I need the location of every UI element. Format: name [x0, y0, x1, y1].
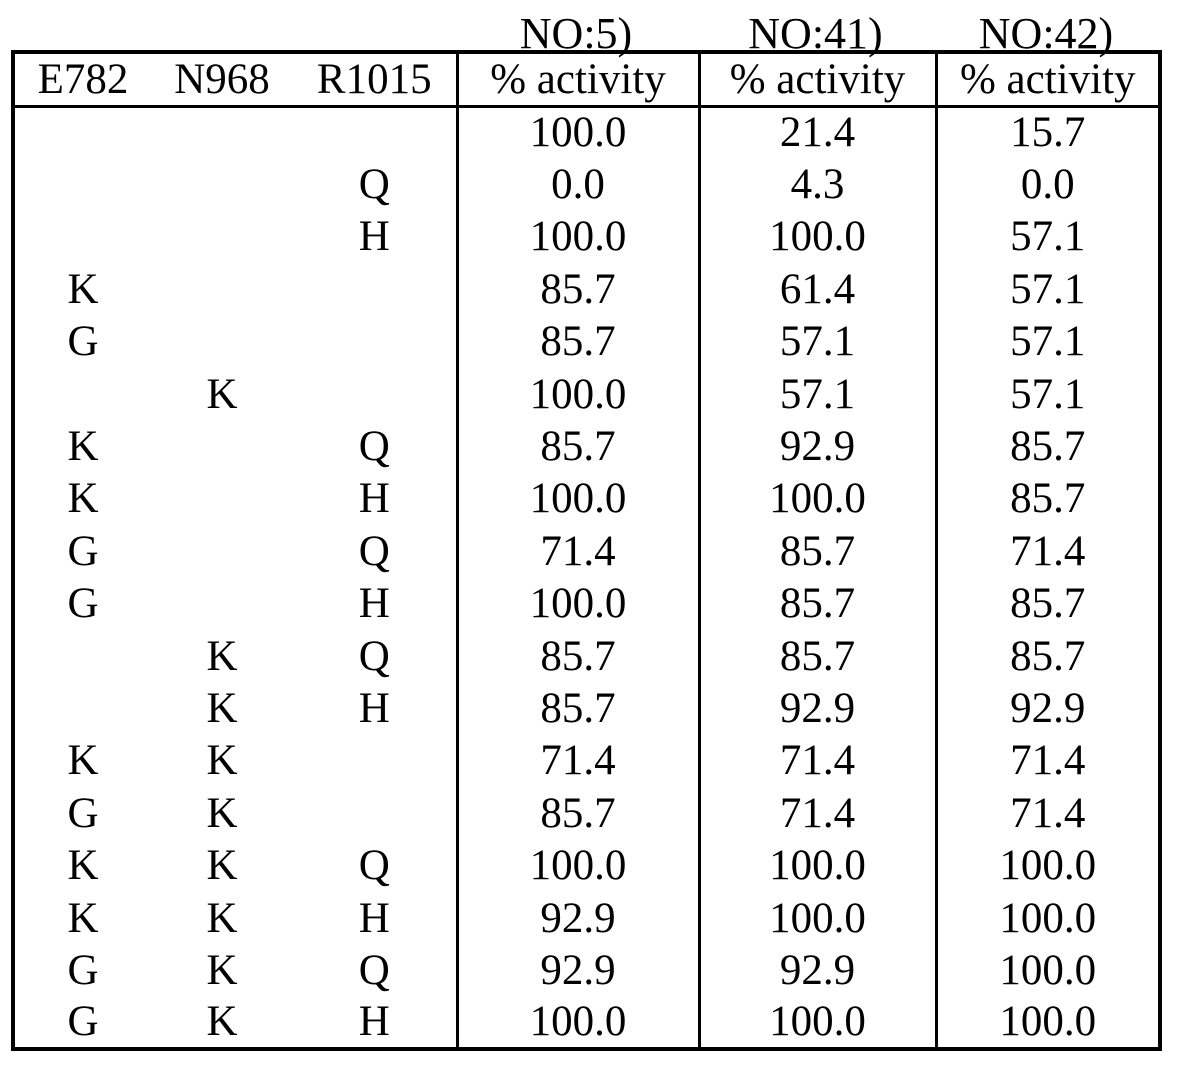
- cell-n968: K: [206, 998, 238, 1046]
- cell-activity-no41: 100.0: [699, 892, 936, 944]
- cell-r1015: Q: [358, 527, 390, 575]
- cell-n968: K: [206, 894, 238, 942]
- cell-activity-no42: 15.7: [936, 106, 1160, 158]
- cell-activity-no42: 0.0: [936, 158, 1160, 210]
- cell-n968: K: [206, 842, 238, 890]
- cell-e782: K: [67, 894, 99, 942]
- cell-r1015: [293, 787, 457, 839]
- cell-activity-no5: 92.9: [457, 892, 699, 944]
- cell-activity-no42: 57.1: [936, 368, 1160, 420]
- cell-n968: K: [206, 632, 238, 680]
- cell-activity-no42: 71.4: [936, 525, 1160, 577]
- cell-activity-no41: 100.0: [699, 473, 936, 525]
- cell-activity-no41: 85.7: [699, 525, 936, 577]
- cell-activity-no5: 100.0: [457, 839, 699, 891]
- cell-e782: [13, 630, 151, 682]
- cell-n968: [151, 211, 293, 263]
- cell-activity-no5: 85.7: [457, 316, 699, 368]
- cell-n968: [151, 473, 293, 525]
- cell-activity-no42: 100.0: [936, 997, 1160, 1049]
- cell-activity-no5: 100.0: [457, 368, 699, 420]
- cell-activity-no5: 85.7: [457, 630, 699, 682]
- column-header-activity-no5: % activity: [457, 52, 699, 106]
- cell-activity-no42: 100.0: [936, 892, 1160, 944]
- cell-activity-no41: 100.0: [699, 839, 936, 891]
- cell-n968: [151, 578, 293, 630]
- cell-r1015: [293, 735, 457, 787]
- table-row: [13, 525, 1160, 577]
- cell-activity-no41: 21.4: [699, 106, 936, 158]
- cell-activity-no41: 100.0: [699, 997, 936, 1049]
- table-row: [13, 368, 1160, 420]
- cell-n968: K: [206, 684, 238, 732]
- cell-activity-no5: 92.9: [457, 944, 699, 996]
- table-row: [13, 787, 1160, 839]
- table-row: [13, 892, 1160, 944]
- cell-e782: [13, 682, 151, 734]
- cell-activity-no5: 100.0: [457, 997, 699, 1049]
- cell-n968: K: [206, 789, 238, 837]
- cell-activity-no42: 92.9: [936, 682, 1160, 734]
- cell-activity-no41: 85.7: [699, 578, 936, 630]
- cell-e782: [13, 158, 151, 210]
- column-header-activity-no41: % activity: [699, 52, 936, 106]
- table-block: [11, 2, 1162, 1051]
- cell-r1015: H: [358, 580, 390, 628]
- cell-activity-no5: 100.0: [457, 578, 699, 630]
- cell-activity-no42: 57.1: [936, 316, 1160, 368]
- column-header-r1015: R1015: [293, 52, 457, 106]
- cell-n968: [151, 106, 293, 158]
- cell-n968: [151, 263, 293, 315]
- cell-activity-no5: 100.0: [457, 473, 699, 525]
- cell-activity-no41: 57.1: [699, 368, 936, 420]
- cell-activity-no41: 71.4: [699, 787, 936, 839]
- cell-r1015: H: [358, 213, 390, 261]
- cell-activity-no5: 71.4: [457, 525, 699, 577]
- cell-activity-no42: 85.7: [936, 420, 1160, 472]
- cell-n968: K: [206, 370, 238, 418]
- cell-activity-no5: 85.7: [457, 682, 699, 734]
- column-header-n968: N968: [151, 52, 293, 106]
- cell-r1015: Q: [358, 161, 390, 209]
- table-row: [13, 630, 1160, 682]
- cell-r1015: Q: [358, 632, 390, 680]
- cell-activity-no5: 85.7: [457, 420, 699, 472]
- column-header-e782: E782: [13, 52, 151, 106]
- cell-activity-no41: 4.3: [699, 158, 936, 210]
- table-row: [13, 944, 1160, 996]
- cell-e782: K: [67, 475, 99, 523]
- cell-activity-no41: 100.0: [699, 211, 936, 263]
- cell-e782: G: [67, 527, 99, 575]
- cell-activity-no42: 100.0: [936, 944, 1160, 996]
- cell-activity-no42: 57.1: [936, 211, 1160, 263]
- cell-n968: [151, 316, 293, 368]
- table-row: [13, 735, 1160, 787]
- cell-e782: K: [67, 265, 99, 313]
- cell-activity-no41: 92.9: [699, 682, 936, 734]
- cell-activity-no42: 85.7: [936, 630, 1160, 682]
- cell-activity-no5: 100.0: [457, 211, 699, 263]
- cell-e782: G: [67, 789, 99, 837]
- seq-id-labels-row: [11, 2, 1158, 58]
- seq-id-label-no42: NO:42): [978, 9, 1114, 58]
- table-row: [13, 578, 1160, 630]
- cell-activity-no5: 85.7: [457, 787, 699, 839]
- cell-activity-no42: 57.1: [936, 263, 1160, 315]
- cell-r1015: [293, 106, 457, 158]
- cell-activity-no41: 92.9: [699, 420, 936, 472]
- cell-e782: [13, 106, 151, 158]
- cell-activity-no42: 100.0: [936, 839, 1160, 891]
- cell-activity-no41: 92.9: [699, 944, 936, 996]
- cell-activity-no41: 61.4: [699, 263, 936, 315]
- cell-r1015: H: [358, 894, 390, 942]
- cell-e782: K: [67, 842, 99, 890]
- cell-e782: K: [67, 423, 99, 471]
- table-row: [13, 473, 1160, 525]
- seq-id-label-no41: NO:41): [748, 9, 883, 58]
- cell-r1015: Q: [358, 842, 390, 890]
- cell-r1015: H: [358, 998, 390, 1046]
- cell-activity-no5: 100.0: [457, 106, 699, 158]
- table-row: [13, 316, 1160, 368]
- column-header-activity-no42: % activity: [936, 52, 1160, 106]
- cell-activity-no41: 57.1: [699, 316, 936, 368]
- table-row: [13, 263, 1160, 315]
- cell-activity-no5: 0.0: [457, 158, 699, 210]
- table-row: [13, 839, 1160, 891]
- table-row: [13, 106, 1160, 158]
- cell-activity-no42: 85.7: [936, 578, 1160, 630]
- cell-activity-no5: 85.7: [457, 263, 699, 315]
- table-row: [13, 997, 1160, 1049]
- cell-r1015: Q: [358, 423, 390, 471]
- table-row: [13, 682, 1160, 734]
- cell-r1015: [293, 368, 457, 420]
- header-row: [13, 52, 1160, 106]
- table-row: [13, 158, 1160, 210]
- cell-e782: K: [67, 737, 99, 785]
- cell-n968: K: [206, 946, 238, 994]
- cell-e782: G: [67, 580, 99, 628]
- cell-e782: G: [67, 946, 99, 994]
- seq-id-label-no5: NO:5): [519, 9, 633, 58]
- table-row: [13, 420, 1160, 472]
- cell-n968: [151, 525, 293, 577]
- cell-r1015: H: [358, 475, 390, 523]
- table-row: [13, 211, 1160, 263]
- cell-n968: K: [206, 737, 238, 785]
- cell-r1015: H: [358, 684, 390, 732]
- cell-activity-no42: 71.4: [936, 787, 1160, 839]
- cell-r1015: [293, 263, 457, 315]
- cell-activity-no42: 71.4: [936, 735, 1160, 787]
- table-body: [13, 106, 1160, 1049]
- cell-activity-no41: 85.7: [699, 630, 936, 682]
- cell-n968: [151, 420, 293, 472]
- mutation-activity-table: [11, 50, 1162, 1051]
- cell-e782: G: [67, 998, 99, 1046]
- cell-activity-no41: 71.4: [699, 735, 936, 787]
- cell-e782: [13, 211, 151, 263]
- cell-r1015: [293, 316, 457, 368]
- cell-e782: [13, 368, 151, 420]
- cell-r1015: Q: [358, 946, 390, 994]
- cell-activity-no5: 71.4: [457, 735, 699, 787]
- cell-n968: [151, 158, 293, 210]
- cell-e782: G: [67, 318, 99, 366]
- cell-activity-no42: 85.7: [936, 473, 1160, 525]
